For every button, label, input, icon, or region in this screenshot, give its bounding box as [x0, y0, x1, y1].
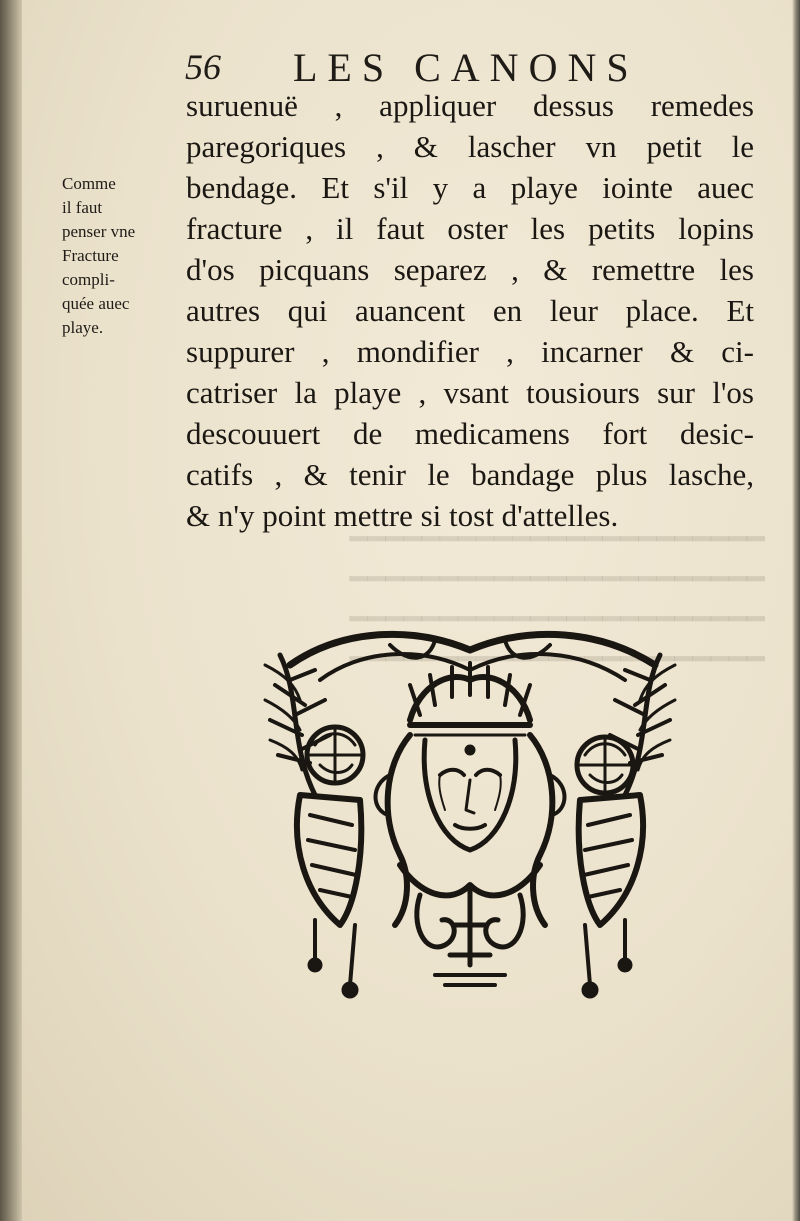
margin-note-line: Fracture: [62, 246, 119, 265]
text-line: bendage. Et s'il y a playe iointe auec: [186, 170, 754, 205]
text-line: descouuert de medicamens fort desic-: [186, 416, 754, 451]
show-through-texture: ━━━━━━━━━━━━━━━━━━━━━━━ ━━━━━━━━━━━━━━━━━━━━━━━ ━━━━━━━━━━━━━━━━━━━━━━━ ━━━━━━━━━━━━━━━━━━━━━━━: [349, 523, 765, 676]
page-edge-shadow: [792, 0, 800, 1221]
text-line: fracture , il faut oster les petits lopins: [186, 211, 754, 246]
margin-note-line: penser vne: [62, 222, 136, 241]
page-binding-shadow: [0, 0, 22, 1221]
margin-note-line: il faut: [62, 198, 103, 217]
text-line: catriser la playe , vsant tousiours sur l'os: [186, 375, 754, 410]
body-paragraph: [186, 85, 754, 536]
text-line: suppurer , mondifier , incarner & ci-: [186, 334, 754, 369]
margin-note-line: playe.: [62, 318, 104, 337]
running-head: LES CANONS: [293, 45, 639, 90]
text-line-last: & n'y point mettre si tost d'attelles.: [186, 498, 619, 533]
page-number: 56: [185, 47, 221, 87]
margin-note-line: compli-: [62, 270, 115, 289]
text-line: paregoriques , & lascher vn petit le: [186, 129, 754, 164]
margin-note-line: quée auec: [62, 294, 130, 313]
text-line: catifs , & tenir le bandage plus lasche,: [186, 457, 754, 492]
margin-note: [62, 172, 180, 340]
margin-note-line: Comme: [62, 174, 116, 193]
text-line: suruenuë , appliquer dessus remedes: [186, 88, 754, 123]
woodcut-ornament-icon: [260, 625, 680, 1005]
text-line: autres qui auancent en leur place. Et: [186, 293, 754, 328]
text-line: d'os picquans separez , & remettre les: [186, 252, 754, 287]
